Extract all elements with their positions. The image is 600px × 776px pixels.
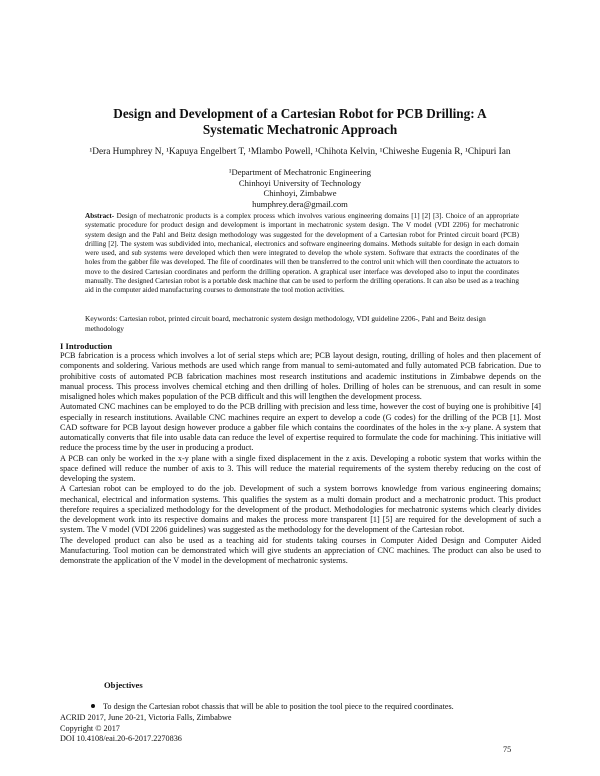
affiliation-university: Chinhoyi University of Technology — [238, 177, 362, 188]
footer-conference: ACRID 2017, June 20-21, Victoria Falls, Zimbabwe — [60, 713, 232, 722]
bullet-icon — [91, 704, 95, 708]
title-line-1: Design and Development of a Cartesian Robot for PCB Drilling: A — [113, 106, 487, 121]
affiliation-email: humphrey.dera@gmail.com — [252, 198, 348, 209]
objectives-heading: Objectives — [104, 680, 143, 690]
objective-text: To design the Cartesian robot chassis that will be able to position the tool piece to the required coordinates. — [103, 702, 454, 711]
paper-title — [60, 106, 540, 138]
footer-copyright: Copyright © 2017 — [60, 723, 120, 733]
footer-doi: DOI 10.4108/eai.20-6-2017.2270836 — [60, 734, 182, 743]
abstract-text: Design of mechatronic products is a complex process which involves various engineering domains [1] [2] [3]. Choice of an appropriate systematic procedure for product design and development is important in mechatronic system design. The V model (VDI 2206) for mechatronic system design and the Pahl and Beitz design methodology was suggested for the development of a Cartesian robot for Printed circuit board (PCB) drilling [2]. The system was subdivided into, mechanical, electronics and software engineering domains. Methods suitable for design in each domain were used, and sub systems were developed which then were integrated to develop the whole system. Software that extracts the coordinates of the holes from the gabber file was developed. The file of coordinates will then be transferred to the control unit which will then coordinate the actuators to move to the desired Cartesian coordinates and perform the drilling operation. A graphical user interface was developed also to input the coordinates manually. The designed Cartesian robot is a portable desk machine that can be used to perform the drilling operations. It can also be used as a teaching aid in the computer aided manufacturing courses to demonstrate the tool motion activities. — [85, 212, 519, 294]
intro-paragraph: Automated CNC machines can be employed to do the PCB drilling with precision and less time, however the cost of buying one is prohibitive [4] especially in research institutions. Available CNC machines require an expert to develop a code (G codes) for the drilling of the PCB [1]. Most CAD software for PCB layout design however produce a gabber file which contains the coordinates of the holes in the x-y plane. A system that automatically converts that file into usable data can reduce the level of expertise required to formulate the code for machining. This initiative will reduce the process time by the user in producing a product. — [60, 402, 541, 453]
affiliation-department: ¹Department of Mechatronic Engineering — [228, 167, 372, 177]
abstract-label: Abstract- — [85, 212, 115, 220]
page-number: 75 — [503, 745, 512, 754]
intro-paragraph: The developed product can also be used as a teaching aid for students taking courses in Computer Aided Design and Computer Aided Manufacturing. Tool motion can be demonstrated which will give students an appreciation of CNC machines. The product can also be used to demonstrate the application of the V model in the development of mechatronic systems. — [60, 535, 541, 565]
keywords: Keywords: Cartesian robot, printed circuit board, mechatronic system design methodology, VDI guideline 2206-, Pahl and Beitz design methodology — [85, 314, 486, 333]
affiliation-city: Chinhoyi, Zimbabwe — [263, 188, 337, 198]
affiliation-block — [100, 167, 500, 209]
objective-item — [91, 702, 551, 712]
intro-paragraph: PCB fabrication is a process which involves a lot of serial steps which are; PCB layout design, routing, drilling of holes and then placement of components and soldering. Various methods are used which range from manual to semi-automated and fully automated PCB fabrication. Due to prohibitive costs of automated PCB fabrication machines most research institutions and academic institutions in Zimbabwe depends on the manual process. This process involves chemical etching and then drilling of holes. Drilling of holes can be strenuous, and can result in some misaligned holes which makes population of the PCB difficult and this will lengthen the development process. — [60, 351, 541, 401]
intro-paragraph: A Cartesian robot can be employed to do the job. Development of such a system borrows knowledge from various engineering domains; mechanical, electrical and information systems. This qualifies the system as a multi domain product and a mechatronic product. This product therefore requires a specialized methodology for the development of the product. Methodologies for mechatronic systems which clearly divides the development work into its respective domains and makes the process more transparent [1] [5] are required for the development of such a system. The V model (VDI 2206 guidelines) was suggested as the methodology for the development of the Cartesian robot. — [60, 484, 541, 535]
author-list: ¹Dera Humphrey N, ¹Kapuya Engelbert T, ¹Mlambo Powell, ¹Chihota Kelvin, ¹Chiweshe Eugenia R, ¹Chipuri Ian — [89, 147, 511, 157]
page-footer — [60, 713, 232, 745]
introduction-body — [60, 351, 541, 566]
introduction-heading: I Introduction — [60, 341, 113, 351]
intro-paragraph: A PCB can only be worked in the x-y plane with a single fixed displacement in the z axis. Developing a robotic system that works within the space defined will reduce the number of axis to 3. This will reduce the material requirements of the system thereby reducing on the cost of developing the system. — [60, 453, 541, 483]
title-line-2: Systematic Mechatronic Approach — [202, 122, 398, 137]
abstract — [85, 212, 519, 295]
